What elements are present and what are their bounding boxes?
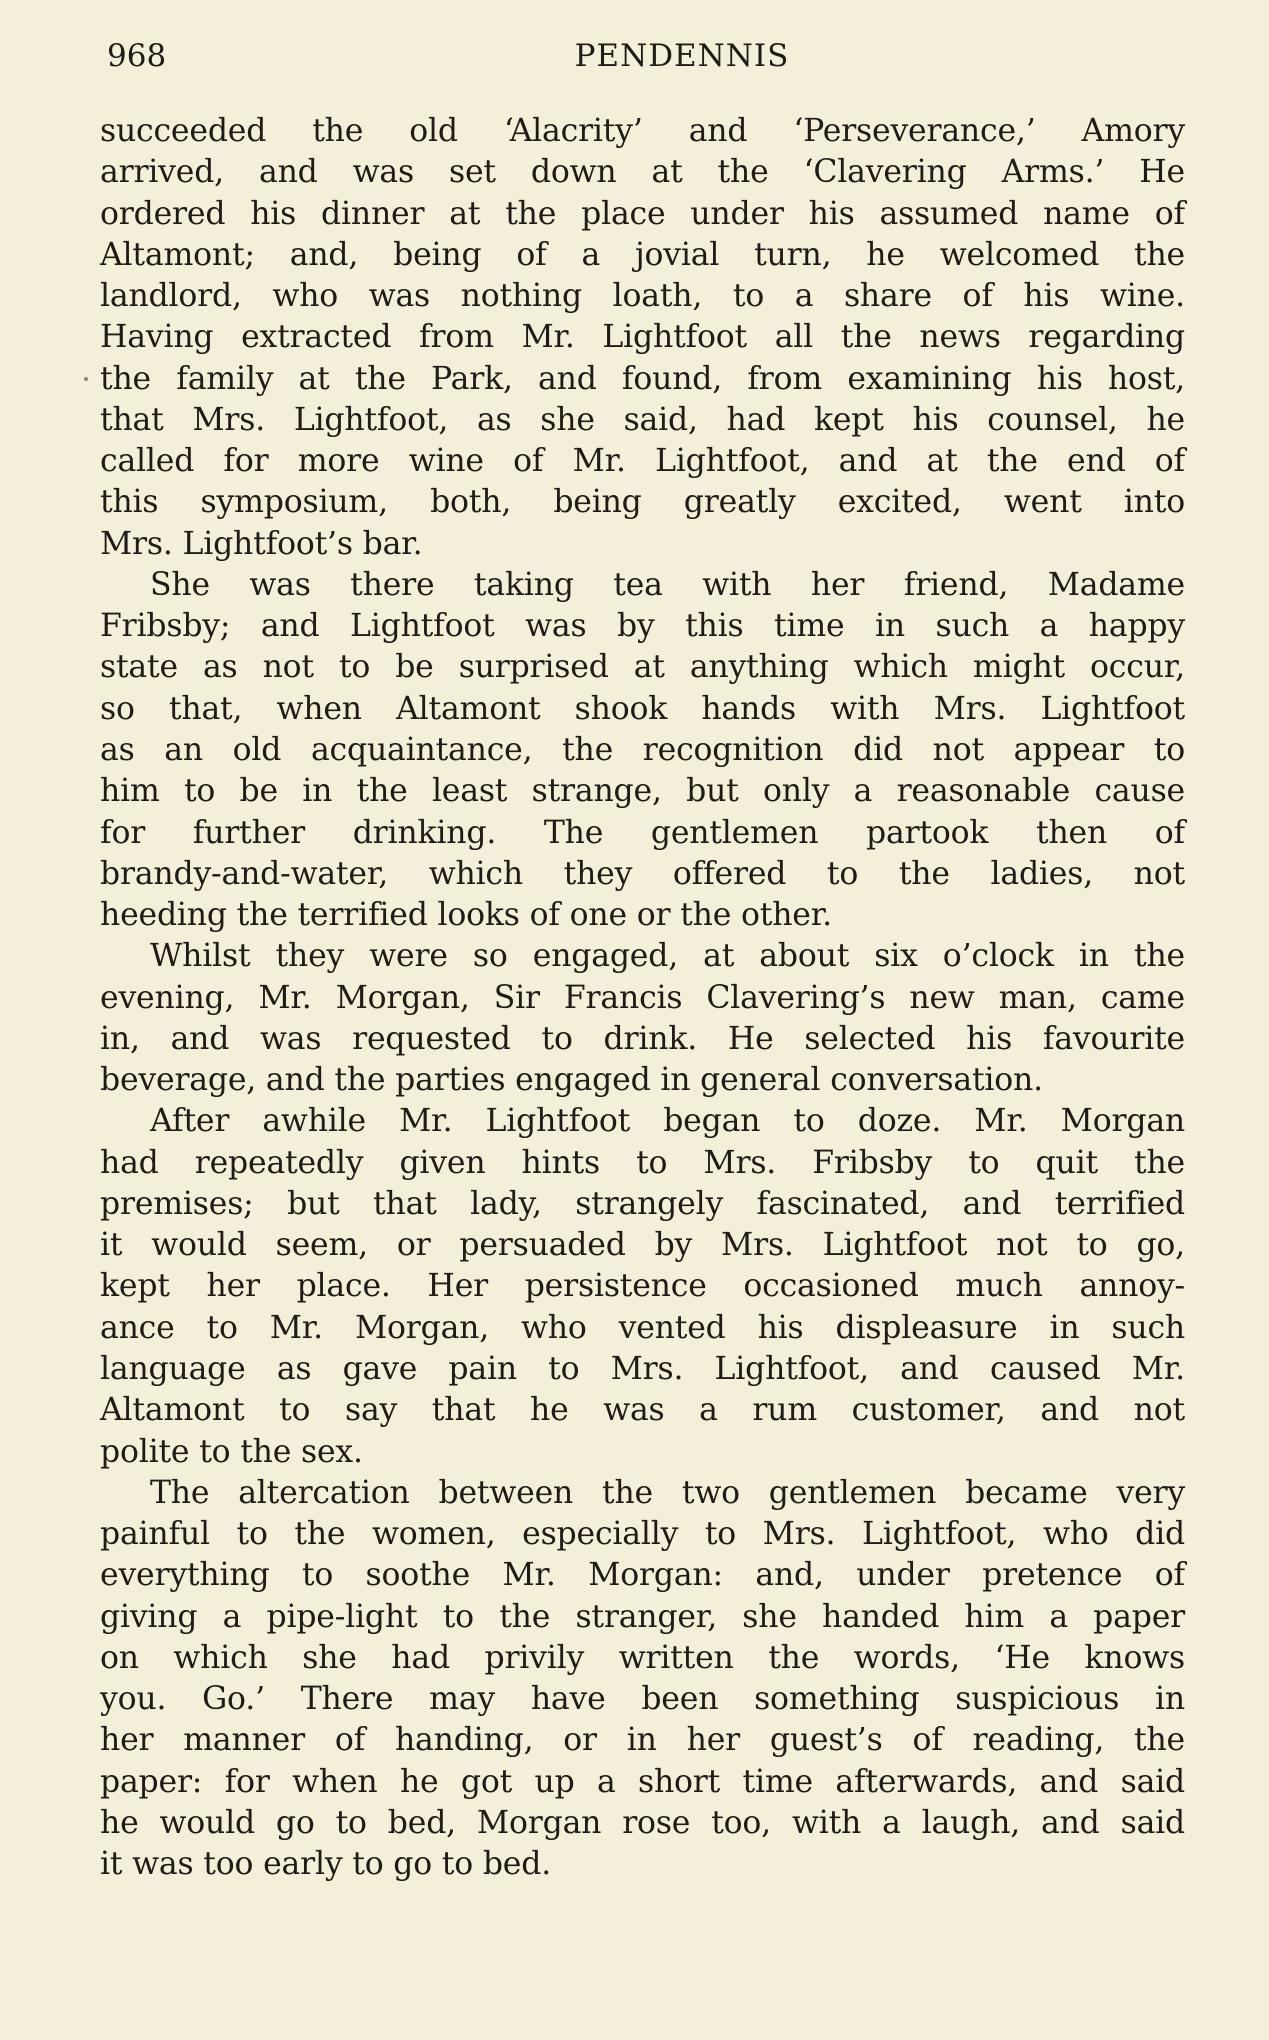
- text-line: Fribsby; and Lightfoot was by this time in such a happy: [100, 608, 1185, 645]
- text-line: The altercation between the two gentlemen became very: [150, 1474, 1185, 1511]
- margin-dot-mark: [84, 377, 88, 381]
- text-line: succeeded the old ‘Alacrity’ and ‘Perseverance,’ Amory: [100, 113, 1185, 149]
- text-line: her manner of handing, or in her guest’s of reading, the: [100, 1722, 1185, 1759]
- text-line: beverage, and the parties engaged in general conversation.: [100, 1062, 1043, 1099]
- text-line: giving a pipe-light to the stranger, she handed him a paper: [100, 1598, 1185, 1635]
- text-line: She was there taking tea with her friend, Madame: [150, 566, 1185, 603]
- text-line: polite to the sex.: [100, 1433, 363, 1470]
- running-title: PENDENNIS: [574, 38, 790, 74]
- text-line: as an old acquaintance, the recognition did not appear to: [100, 731, 1185, 768]
- text-line: the family at the Park, and found, from examining his host,: [100, 360, 1185, 397]
- text-line: ordered his dinner at the place under his assumed name of: [100, 195, 1185, 232]
- text-line: for further drinking. The gentlemen partook then of: [100, 814, 1185, 851]
- text-line: him to be in the least strange, but only a reasonable cause: [100, 773, 1185, 810]
- text-line: he would go to bed, Morgan rose too, with a laugh, and said: [100, 1804, 1185, 1841]
- text-line: Mrs. Lightfoot’s bar.: [100, 525, 423, 562]
- page-number: 968: [107, 38, 167, 74]
- text-line: it was too early to go to bed.: [100, 1846, 552, 1883]
- text-line: premises; but that lady, strangely fascinated, and terrified: [100, 1185, 1185, 1222]
- text-line: heeding the terrified looks of one or the other.: [100, 897, 832, 934]
- text-line: evening, Mr. Morgan, Sir Francis Clavering’s new man, came: [100, 979, 1185, 1016]
- page-header: [107, 34, 1187, 78]
- text-line: language as gave pain to Mrs. Lightfoot, and caused Mr.: [100, 1350, 1185, 1387]
- text-line: kept her place. Her persistence occasioned much annoy-: [100, 1268, 1185, 1305]
- body-text: [100, 111, 1185, 1885]
- text-line: this symposium, both, being greatly excited, went into: [100, 484, 1185, 521]
- text-line: Whilst they were so engaged, at about six o’clock in the: [150, 938, 1185, 975]
- text-line: had repeatedly given hints to Mrs. Fribsby to quit the: [100, 1144, 1185, 1181]
- text-line: arrived, and was set down at the ‘Clavering Arms.’ He: [100, 154, 1185, 191]
- text-line: After awhile Mr. Lightfoot began to doze. Mr. Morgan: [150, 1103, 1185, 1140]
- text-line: painful to the women, especially to Mrs. Lightfoot, who did: [100, 1516, 1185, 1553]
- text-line: Altamont; and, being of a jovial turn, he welcomed the: [100, 236, 1185, 273]
- text-line: Having extracted from Mr. Lightfoot all the news regarding: [100, 319, 1185, 356]
- text-line: Altamont to say that he was a rum customer, and not: [100, 1392, 1185, 1429]
- text-line: it would seem, or persuaded by Mrs. Lightfoot not to go,: [100, 1227, 1185, 1264]
- text-line: brandy-and-water, which they offered to the ladies, not: [100, 855, 1185, 892]
- text-line: you. Go.’ There may have been something suspicious in: [100, 1681, 1185, 1718]
- text-line: paper: for when he got up a short time afterwards, and said: [100, 1763, 1185, 1800]
- text-line: so that, when Altamont shook hands with Mrs. Lightfoot: [100, 690, 1185, 727]
- text-line: landlord, who was nothing loath, to a share of his wine.: [100, 278, 1185, 315]
- text-line: state as not to be surprised at anything which might occur,: [100, 649, 1185, 686]
- text-line: ance to Mr. Morgan, who vented his displeasure in such: [100, 1309, 1185, 1346]
- text-line: in, and was requested to drink. He selected his favourite: [100, 1020, 1185, 1057]
- text-line: called for more wine of Mr. Lightfoot, and at the end of: [100, 443, 1185, 480]
- text-line: everything to soothe Mr. Morgan: and, under pretence of: [100, 1557, 1185, 1594]
- text-line: on which she had privily written the words, ‘He knows: [100, 1639, 1185, 1676]
- text-line: that Mrs. Lightfoot, as she said, had kept his counsel, he: [100, 401, 1185, 438]
